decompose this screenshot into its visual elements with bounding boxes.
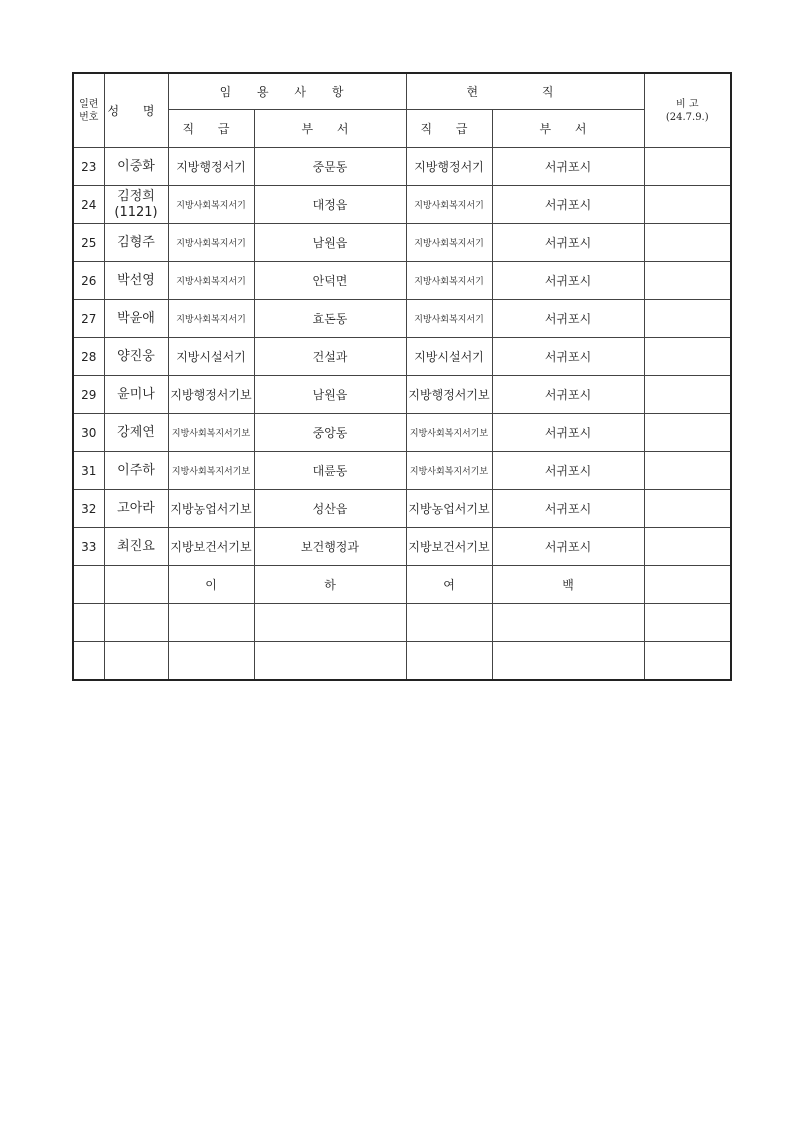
employee-name: 김형주 <box>117 234 155 250</box>
appointed-rank-cell: 지방사회복지서기 <box>168 224 254 262</box>
current-rank-cell: 지방농업서기보 <box>406 490 492 528</box>
current-department-cell: 서귀포시 <box>492 300 644 338</box>
current-rank-cell: 지방시설서기 <box>406 338 492 376</box>
empty-cell <box>254 604 406 642</box>
current-rank-cell: 지방행정서기 <box>406 148 492 186</box>
empty-cell <box>168 604 254 642</box>
employee-name-cell <box>104 338 168 376</box>
current-position-header: 현 직 <box>406 73 644 110</box>
employee-name: 강제연 <box>117 424 155 440</box>
current-department-header: 부 서 <box>492 110 644 148</box>
table-row <box>73 376 731 414</box>
appointed-rank-cell: 지방농업서기보 <box>168 490 254 528</box>
remark-cell <box>644 490 731 528</box>
remark-cell <box>644 338 731 376</box>
appointed-rank-cell: 지방보건서기보 <box>168 528 254 566</box>
remark-cell <box>644 452 731 490</box>
current-rank-cell: 지방사회복지서기 <box>406 224 492 262</box>
current-department-cell: 서귀포시 <box>492 186 644 224</box>
name-header: 성 명 <box>104 73 168 148</box>
remark-header-line-1: 비 고 <box>676 98 699 110</box>
appointed-rank-cell: 지방행정서기 <box>168 148 254 186</box>
serial-number-cell: 24 <box>73 186 104 224</box>
serial-number-cell: 31 <box>73 452 104 490</box>
end-mark-1: 이 <box>168 566 254 604</box>
table-row <box>73 262 731 300</box>
current-rank-cell: 지방사회복지서기보 <box>406 414 492 452</box>
end-mark-3: 여 <box>406 566 492 604</box>
appointed-rank-cell: 지방시설서기 <box>168 338 254 376</box>
employee-name-cell <box>104 224 168 262</box>
current-rank-cell: 지방보건서기보 <box>406 528 492 566</box>
serial-number-cell: 25 <box>73 224 104 262</box>
employee-name: 이중화 <box>117 158 155 174</box>
appointment-roster-sheet <box>72 72 730 681</box>
remark-cell <box>644 300 731 338</box>
serial-number-cell: 30 <box>73 414 104 452</box>
remark-cell <box>644 262 731 300</box>
employee-name-cell <box>104 300 168 338</box>
empty-row <box>73 642 731 681</box>
remark-cell <box>644 186 731 224</box>
current-department-cell: 서귀포시 <box>492 452 644 490</box>
current-rank-cell: 지방행정서기보 <box>406 376 492 414</box>
appointed-department-cell: 대륜동 <box>254 452 406 490</box>
serial-number-cell: 33 <box>73 528 104 566</box>
appointed-rank-cell: 지방사회복지서기 <box>168 262 254 300</box>
employee-name-cell <box>104 148 168 186</box>
table-row <box>73 528 731 566</box>
appointed-department-cell: 남원읍 <box>254 224 406 262</box>
empty-cell <box>104 566 168 604</box>
empty-cell <box>406 604 492 642</box>
current-rank-cell: 지방사회복지서기 <box>406 186 492 224</box>
employee-name: 이주하 <box>117 462 155 478</box>
serial-number-header <box>73 73 104 148</box>
appointed-rank-cell: 지방행정서기보 <box>168 376 254 414</box>
remark-cell <box>644 414 731 452</box>
appointed-rank-cell: 지방사회복지서기 <box>168 186 254 224</box>
current-department-cell: 서귀포시 <box>492 262 644 300</box>
table-row <box>73 224 731 262</box>
employee-name: 고아라 <box>117 500 155 516</box>
remark-header <box>644 73 731 148</box>
serial-header-line-2: 번호 <box>79 111 99 123</box>
table-row <box>73 148 731 186</box>
appointed-rank-cell: 지방사회복지서기 <box>168 300 254 338</box>
employee-name-cell <box>104 186 168 224</box>
table-row <box>73 490 731 528</box>
remark-cell <box>644 376 731 414</box>
appointment-roster-table <box>72 72 732 681</box>
current-rank-cell: 지방사회복지서기 <box>406 262 492 300</box>
employee-name: 김정희 <box>117 188 155 204</box>
appointed-department-cell: 안덕면 <box>254 262 406 300</box>
empty-row <box>73 604 731 642</box>
employee-name-cell <box>104 376 168 414</box>
current-department-cell: 서귀포시 <box>492 528 644 566</box>
empty-cell <box>644 642 731 681</box>
serial-number-cell: 32 <box>73 490 104 528</box>
empty-cell <box>644 604 731 642</box>
employee-name: 양진웅 <box>117 348 155 364</box>
employee-name: 윤미나 <box>117 386 155 402</box>
current-rank-header: 직 급 <box>406 110 492 148</box>
empty-cell <box>254 642 406 681</box>
department-header: 부 서 <box>254 110 406 148</box>
employee-name-cell <box>104 414 168 452</box>
table-row <box>73 186 731 224</box>
employee-name: 박윤애 <box>117 310 155 326</box>
table-row <box>73 452 731 490</box>
header-row-sub <box>73 110 731 148</box>
empty-cell <box>644 566 731 604</box>
empty-cell <box>168 642 254 681</box>
remark-header-line-2: (24.7.9.) <box>665 111 709 123</box>
employee-id-note: (1121) <box>114 204 158 220</box>
table-row <box>73 300 731 338</box>
empty-cell <box>406 642 492 681</box>
empty-cell <box>104 604 168 642</box>
appointed-department-cell: 대정읍 <box>254 186 406 224</box>
current-department-cell: 서귀포시 <box>492 224 644 262</box>
serial-number-cell: 26 <box>73 262 104 300</box>
appointed-department-cell: 효돈동 <box>254 300 406 338</box>
serial-number-cell: 29 <box>73 376 104 414</box>
empty-cell <box>492 604 644 642</box>
table-row <box>73 338 731 376</box>
empty-cell <box>73 566 104 604</box>
remark-cell <box>644 148 731 186</box>
table-row <box>73 414 731 452</box>
employee-name: 최진요 <box>117 538 155 554</box>
employee-name-cell <box>104 490 168 528</box>
end-mark-2: 하 <box>254 566 406 604</box>
serial-number-cell: 23 <box>73 148 104 186</box>
appointed-department-cell: 성산읍 <box>254 490 406 528</box>
end-of-list-row <box>73 566 731 604</box>
current-rank-cell: 지방사회복지서기보 <box>406 452 492 490</box>
serial-number-cell: 28 <box>73 338 104 376</box>
appointed-department-cell: 건설과 <box>254 338 406 376</box>
empty-cell <box>492 642 644 681</box>
employee-name: 박선영 <box>117 272 155 288</box>
current-rank-cell: 지방사회복지서기 <box>406 300 492 338</box>
appointed-department-cell: 보건행정과 <box>254 528 406 566</box>
appointed-department-cell: 중문동 <box>254 148 406 186</box>
rank-header: 직 급 <box>168 110 254 148</box>
appointment-header: 임 용 사 항 <box>168 73 406 110</box>
current-department-cell: 서귀포시 <box>492 338 644 376</box>
appointed-rank-cell: 지방사회복지서기보 <box>168 452 254 490</box>
employee-name-cell <box>104 452 168 490</box>
current-department-cell: 서귀포시 <box>492 414 644 452</box>
serial-header-line-1: 일련 <box>79 98 99 110</box>
appointed-department-cell: 중앙동 <box>254 414 406 452</box>
employee-name-cell <box>104 528 168 566</box>
header-row-top <box>73 73 731 110</box>
empty-cell <box>73 604 104 642</box>
end-mark-4: 백 <box>492 566 644 604</box>
appointed-department-cell: 남원읍 <box>254 376 406 414</box>
appointed-rank-cell: 지방사회복지서기보 <box>168 414 254 452</box>
employee-name-cell <box>104 262 168 300</box>
serial-number-cell: 27 <box>73 300 104 338</box>
empty-cell <box>104 642 168 681</box>
current-department-cell: 서귀포시 <box>492 148 644 186</box>
current-department-cell: 서귀포시 <box>492 376 644 414</box>
remark-cell <box>644 224 731 262</box>
current-department-cell: 서귀포시 <box>492 490 644 528</box>
empty-cell <box>73 642 104 681</box>
remark-cell <box>644 528 731 566</box>
